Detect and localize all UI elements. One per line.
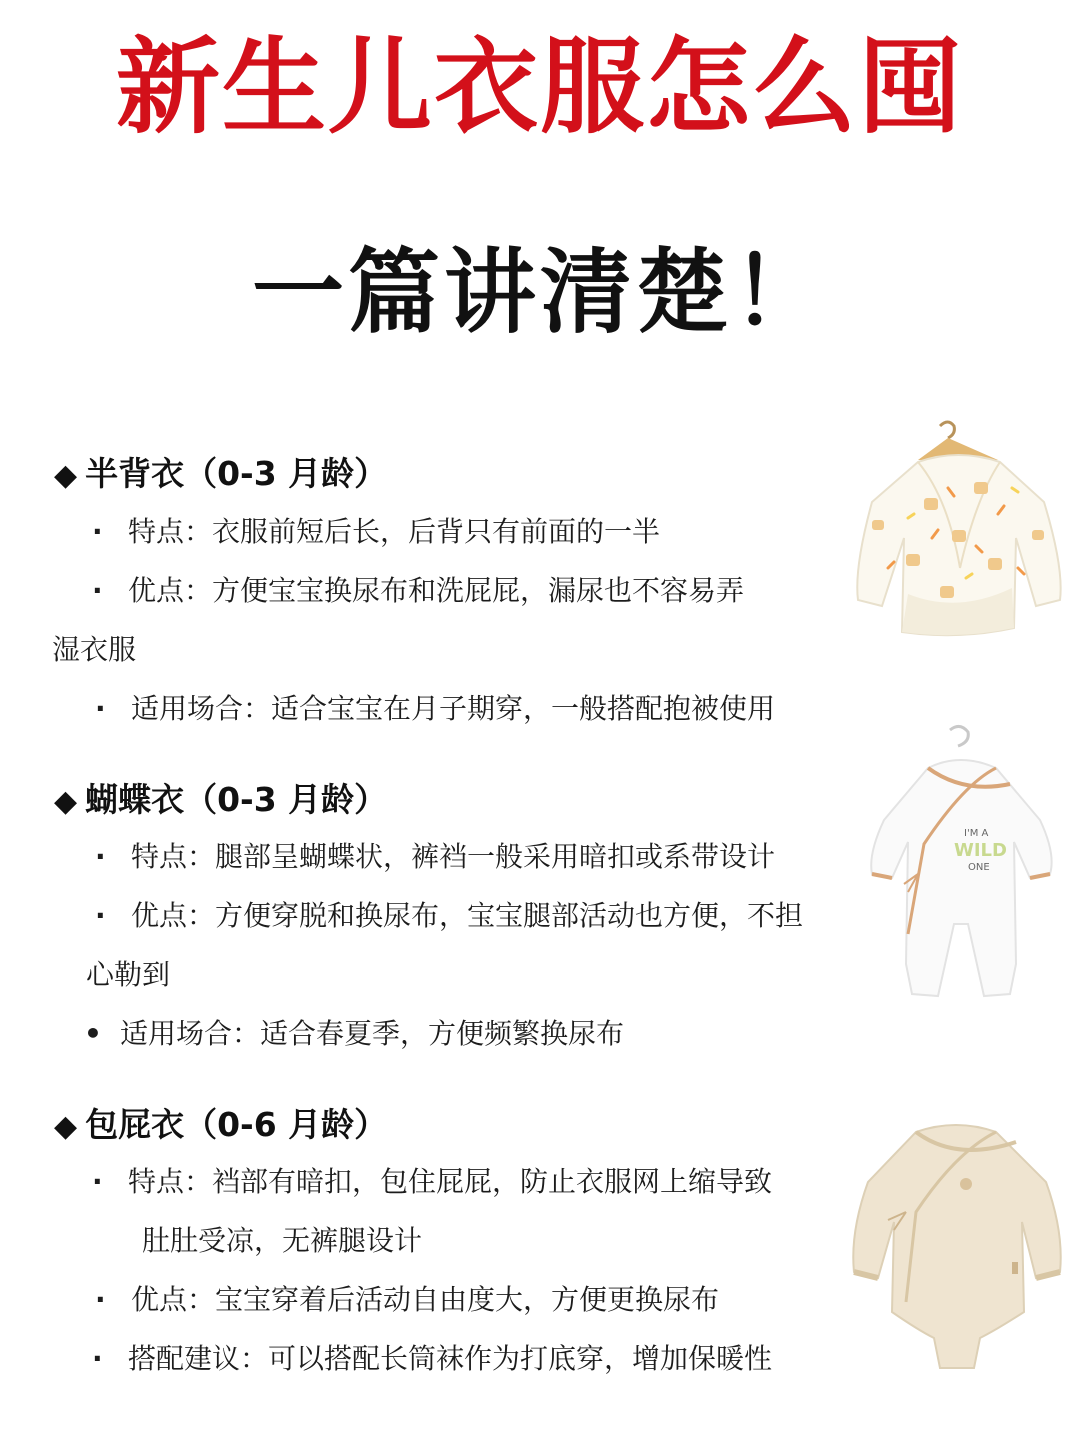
bullet: · [95, 899, 106, 932]
diamond-icon: ◆ [54, 458, 78, 493]
list-item: · 适用场合：适合宝宝在月子期穿，一般搭配抱被使用 [95, 689, 775, 729]
bodysuit-image [846, 1112, 1068, 1374]
list-item-continuation: 湿衣服 [52, 633, 137, 666]
diamond-icon: ◆ [54, 1109, 78, 1144]
half-back-shirt-image [848, 418, 1068, 648]
section-heading-half-back: ◆ 半背衣（0-3 月龄） [54, 452, 387, 498]
list-item: · 特点：衣服前短后长，后背只有前面的一半 [92, 512, 660, 552]
list-item-continuation: 心勒到 [86, 958, 171, 991]
list-item: • 适用场合：适合春夏季，方便频繁换尿布 [84, 1014, 624, 1054]
butterfly-romper-image [864, 724, 1060, 1006]
bullet: · [92, 1165, 103, 1198]
subtitle: 一篇讲清楚！ [251, 239, 828, 346]
main-title: 新生儿衣服怎么囤 [115, 26, 964, 148]
list-item: · 优点：方便宝宝换尿布和洗屁屁，漏尿也不容易弄 [92, 571, 744, 611]
romper-print-line1: I'M A [964, 828, 989, 839]
bullet: · [95, 840, 106, 873]
list-item: · 搭配建议：可以搭配长筒袜作为打底穿，增加保暖性 [92, 1339, 772, 1379]
bullet: · [92, 515, 103, 548]
bullet: • [84, 1017, 102, 1050]
romper-print-line3: ONE [968, 862, 990, 873]
bullet: · [92, 1342, 103, 1375]
bullet: · [92, 574, 103, 607]
list-item: · 优点：方便穿脱和换尿布，宝宝腿部活动也方便，不担 [95, 896, 803, 936]
list-item: · 优点：宝宝穿着后活动自由度大，方便更换尿布 [95, 1280, 719, 1320]
romper-print-line2: WILD [954, 840, 1007, 861]
list-item: · 特点：腿部呈蝴蝶状，裤裆一般采用暗扣或系带设计 [95, 837, 775, 877]
section-heading-bodysuit: ◆ 包屁衣（0-6 月龄） [54, 1103, 387, 1149]
bullet: · [95, 692, 106, 725]
diamond-icon: ◆ [54, 784, 78, 819]
list-item-continuation: 肚肚受凉，无裤腿设计 [142, 1224, 423, 1257]
section-heading-butterfly: ◆ 蝴蝶衣（0-3 月龄） [54, 778, 387, 824]
bullet: · [95, 1283, 106, 1316]
list-item: · 特点：裆部有暗扣，包住屁屁，防止衣服网上缩导致 [92, 1162, 772, 1202]
